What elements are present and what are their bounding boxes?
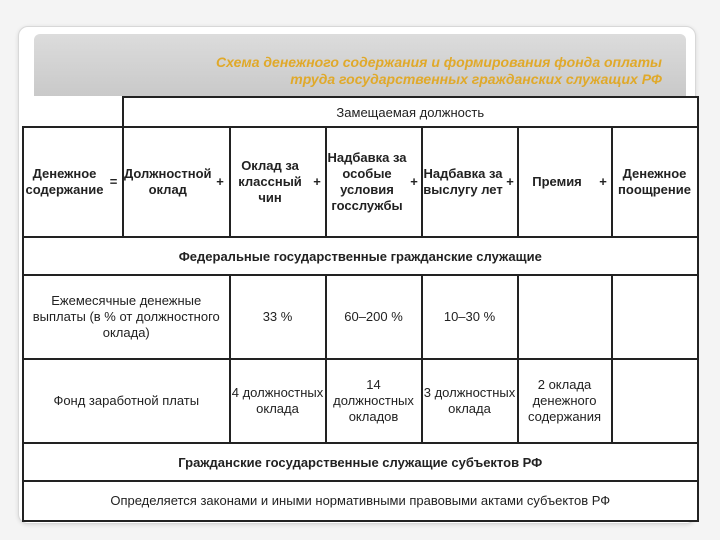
title-line-1: Схема денежного содержания и формирования фонда оплаты (216, 54, 662, 70)
table-row-regional (23, 481, 698, 521)
top-header-row (23, 97, 698, 127)
cell-regional-note: Определяется законами и иными нормативными правовыми актами субъектов РФ (23, 481, 698, 521)
table-row-fund (23, 359, 698, 443)
col-seniority: Надбавка за выслугу лет (422, 127, 504, 237)
col-base-salary: Должностной оклад (123, 127, 212, 237)
cell-monthly-class-rank: 33 % (230, 275, 326, 359)
operator-plus: + (310, 127, 326, 237)
operator-plus: + (408, 127, 422, 237)
section-row-regional (23, 443, 698, 481)
operator-plus: + (212, 127, 230, 237)
cell-monthly-special: 60–200 % (326, 275, 422, 359)
row-label-monthly: Ежемесячные денежные выплаты (в % от должностного оклада) (23, 275, 230, 359)
cell-fund-incentive (612, 359, 698, 443)
cell-fund-special: 14 должностных окладов (326, 359, 422, 443)
column-header-row (23, 127, 698, 237)
col-incentive: Денежное поощрение (612, 127, 698, 237)
title-line-2: труда государственных гражданских служащих РФ (290, 71, 662, 87)
cell-monthly-bonus (518, 275, 612, 359)
operator-equals: = (105, 127, 123, 237)
section-federal: Федеральные государственные гражданские служащие (23, 237, 698, 275)
vacant-position-header: Замещаемая должность (123, 97, 698, 127)
col-bonus: Премия (518, 127, 596, 237)
slide-title (216, 54, 662, 88)
slide-header (34, 34, 686, 96)
row-label-fund: Фонд заработной платы (23, 359, 230, 443)
operator-plus: + (504, 127, 518, 237)
col-class-rank: Оклад за классный чин (230, 127, 310, 237)
cell-fund-seniority: 3 должностных оклада (422, 359, 518, 443)
col-money-content: Денежное содержание (23, 127, 105, 237)
operator-plus: + (596, 127, 612, 237)
cell-fund-class-rank: 4 должностных оклада (230, 359, 326, 443)
section-row-federal (23, 237, 698, 275)
cell-monthly-incentive (612, 275, 698, 359)
cell-monthly-seniority: 10–30 % (422, 275, 518, 359)
cell-fund-bonus: 2 оклада денежного содержания (518, 359, 612, 443)
salary-scheme-table (22, 96, 699, 522)
table-row-monthly (23, 275, 698, 359)
col-special-conditions: Надбавка за особые условия госслужбы (326, 127, 408, 237)
section-regional: Гражданские государственные служащие субъектов РФ (23, 443, 698, 481)
